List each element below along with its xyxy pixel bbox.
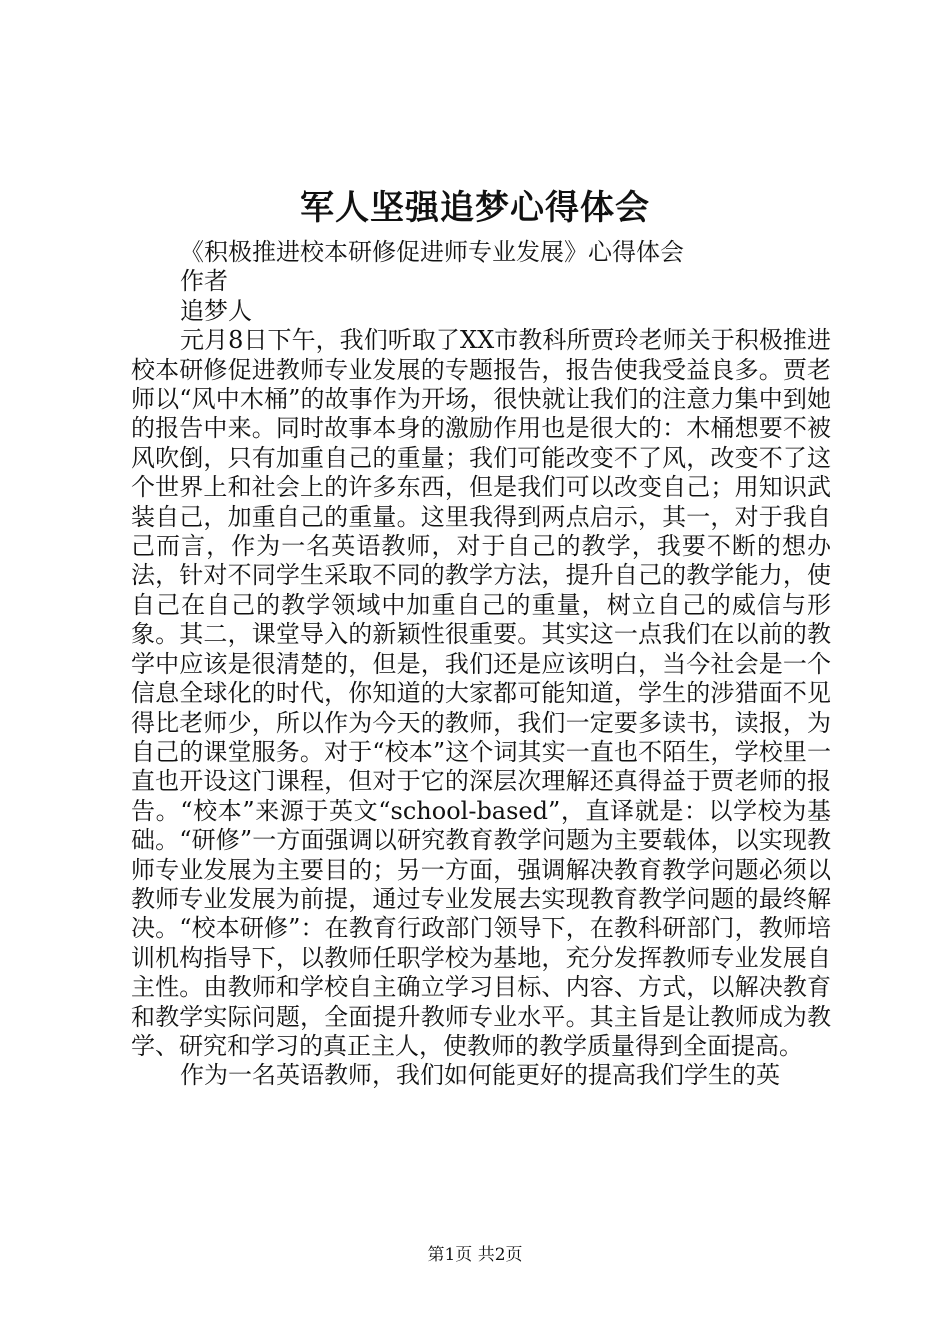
body-paragraph: 作为一名英语教师，我们如何能更好的提高我们学生的英 <box>180 1061 780 1090</box>
author-label: 作者 <box>180 267 228 296</box>
author-name: 追梦人 <box>180 296 252 325</box>
document-title: 军人坚强追梦心得体会 <box>300 188 650 228</box>
page-number-footer: 第1页 共2页 <box>427 1245 523 1265</box>
document-body <box>131 238 831 1091</box>
subtitle-line: 《积极推进校本研修促进师专业发展》心得体会 <box>180 238 684 266</box>
body-paragraph: 元月8日下午，我们听取了XX市教科所贾玲老师关于积极推进校本研修促进教师专业发展的专题报告，报告使我受益良多。贾老师以“风中木桶”的故事作为开场，很快就让我们的注意力集中到她的报告中来。同时故事本身的激励作用也是很大的：木桶想要不被风吹倒，只有加重自己的重量；我们可能改变不了风，改变不了这个世界上和社会上的许多东西，但是我们可以改变自己；用知识武装自己，加重自己的重量。这里我得到两点启示，其一，对于我自己而言，作为一名英语教师，对于自己的教学，我要不断的想办法，针对不同学生采取不同的教学方法，提升自己的教学能力，使自己在自己的教学领域中加重自己的重量，树立自己的威信与形象。其二，课堂导入的新颖性很重要。其实这一点我们在以前的教学中应该是很清楚的，但是，我们还是应该明白，当今社会是一个信息全球化的时代，你知道的大家都可能知道，学生的涉猎面不见得比老师少，所以作为今天的教师，我们一定要多读书，读报，为自己的课堂服务。对于“校本”这个词其实一直也不陌生，学校里一直也开设这门课程，但对于它的深层次理解还真得益于贾老师的报告。“校本”来源于英文“school-based”，直译就是：以学校为基础。“研修”一方面强调以研究教育教学问题为主要载体，以实现教师专业发展为主要目的；另一方面，强调解决教育教学问题必须以教师专业发展为前提，通过专业发展去实现教育教学问题的最终解决。“校本研修”：在教育行政部门领导下，在教科研部门，教师培训机构指导下，以教师任职学校为基地，充分发挥教师专业发展自主性。由教师和学校自主确立学习目标、内容、方式，以解决教育和教学实际问题，全面提升教师专业水平。其主旨是让教师成为教学、研究和学习的真正主人，使教师的教学质量得到全面提高。 <box>131 326 831 1060</box>
